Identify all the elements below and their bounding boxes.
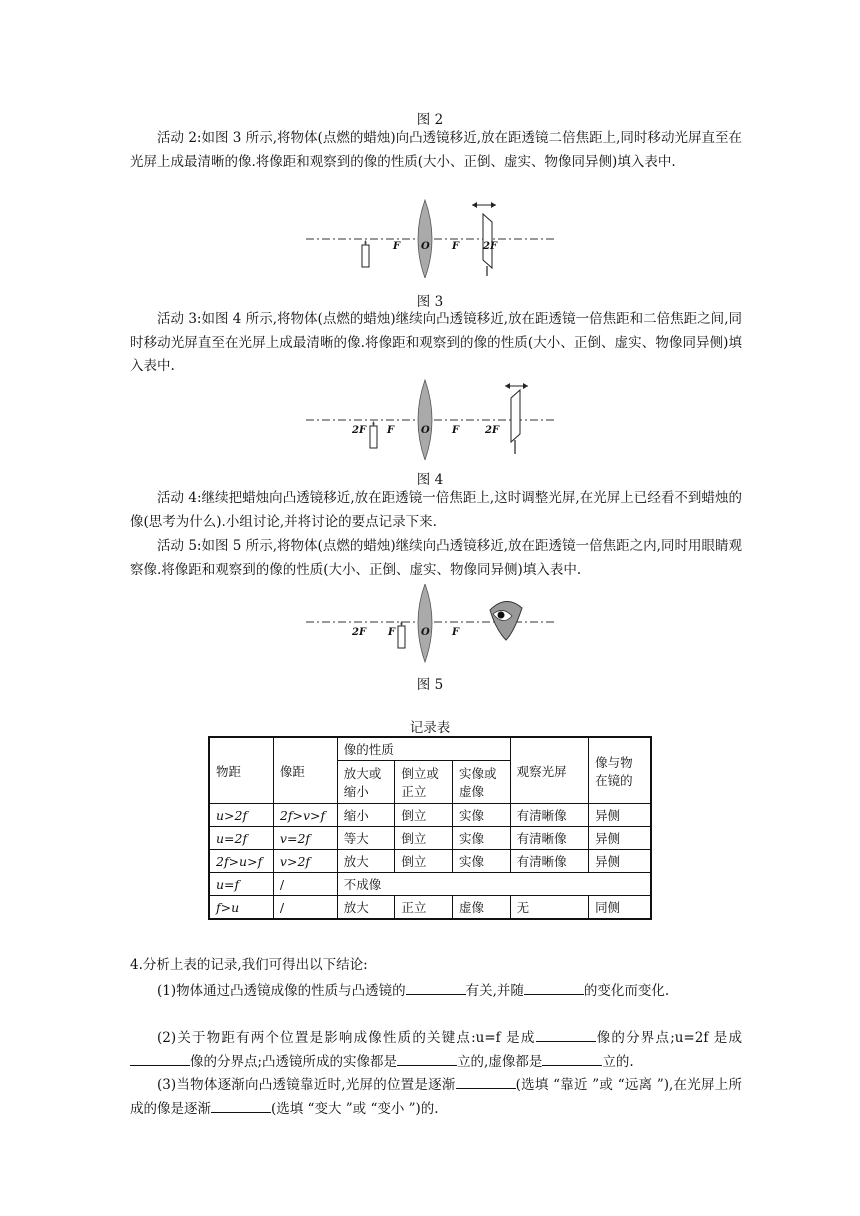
answer-blank[interactable]	[542, 1053, 602, 1066]
record-table	[208, 736, 652, 920]
candle	[370, 426, 377, 448]
table-row: u=2f v=2f 等大 倒立 实像 有清晰像 异侧	[209, 827, 651, 850]
activity-3-text: 活动 3:如图 4 所示,将物体(点燃的蜡烛)继续向凸透镜移近,放在距透镜一倍焦距和二倍焦距之间,同时移动光屏直至在光屏上成最清晰的像.将像距和观察到的像的性质(大小、正倒、虚实、物像同异侧)填入表中.	[130, 311, 742, 374]
table-row: u>2f 2f>v>f 缩小 倒立 实像 有清晰像 异侧	[209, 804, 651, 827]
activity-2-text: 活动 2:如图 3 所示,将物体(点燃的蜡烛)向凸透镜移近,放在距透镜二倍焦距上,同时移动光屏直至在光屏上成最清晰的像.将像距和观察到的像的性质(大小、正倒、虚实、物像同异侧)填入表中.	[130, 130, 742, 170]
label-F-right: F	[452, 425, 460, 436]
label-O: O	[421, 627, 430, 638]
label-O: O	[421, 241, 430, 252]
label-2F-right: 2F	[483, 241, 498, 252]
convex-lens	[418, 380, 432, 460]
figure-5-diagram	[300, 584, 560, 664]
table-title: 记录表	[409, 720, 451, 736]
header-orientation: 倒立或正立	[395, 761, 453, 804]
label-F-left: F	[387, 425, 395, 436]
header-object-distance: 物距	[209, 737, 273, 804]
figure-3-caption: 图 3	[416, 294, 444, 310]
label-2F-left: 2F	[352, 627, 367, 638]
question-4-part-2: (2)关于物距有两个位置是影响成像性质的关键点:u=f 是成 像的分界点;u=2f 是成像的分界点;凸透镜所成的实像都是 立的,虚像都是 立的.	[130, 1027, 742, 1074]
figure-5-caption: 图 5	[416, 677, 444, 693]
question-4-part-1: (1)物体通过凸透镜成像的性质与凸透镜的 有关,并随 的变化而变化.	[157, 983, 670, 999]
candle	[398, 626, 405, 648]
header-screen: 观察光屏	[510, 737, 589, 804]
table-row: 2f>u>f v>2f 放大 倒立 实像 有清晰像 异侧	[209, 850, 651, 873]
answer-blank[interactable]	[397, 1053, 457, 1066]
candle	[362, 245, 369, 267]
question-4-intro: 4.分析上表的记录,我们可得出以下结论:	[130, 957, 368, 973]
answer-blank[interactable]	[536, 1029, 596, 1042]
answer-blank[interactable]	[524, 982, 584, 995]
header-properties: 像的性质	[337, 737, 510, 761]
header-size: 放大或缩小	[337, 761, 395, 804]
figure-4-diagram	[300, 378, 560, 460]
answer-blank[interactable]	[406, 982, 466, 995]
flame	[365, 240, 367, 245]
figure-4-caption: 图 4	[416, 472, 444, 488]
flame	[373, 421, 375, 426]
label-F-left: F	[393, 241, 401, 252]
table-row: u=f / 不成像	[209, 873, 651, 896]
label-2F-left: 2F	[352, 425, 367, 436]
header-real-virtual: 实像或虚像	[452, 761, 510, 804]
label-O: O	[421, 425, 430, 436]
figure-3-diagram	[300, 196, 560, 278]
answer-blank[interactable]	[456, 1076, 516, 1089]
label-2F-right: 2F	[485, 425, 500, 436]
eye-icon	[490, 601, 522, 640]
label-F-left: F	[388, 627, 396, 638]
label-F-right: F	[452, 627, 460, 638]
header-side: 像与物在镜的	[589, 737, 651, 804]
header-image-distance: 像距	[273, 737, 337, 804]
answer-blank[interactable]	[211, 1100, 271, 1113]
activity-4-text: 活动 4:继续把蜡烛向凸透镜移近,放在距透镜一倍焦距上,这时调整光屏,在光屏上已经看不到蜡烛的像(思考为什么).小组讨论,并将讨论的要点记录下来.	[130, 490, 742, 530]
label-F-right: F	[452, 241, 460, 252]
activity-5-text: 活动 5:如图 5 所示,将物体(点燃的蜡烛)继续向凸透镜移近,放在距透镜一倍焦距之内,同时用眼睛观察像.将像距和观察到的像的性质(大小、正倒、虚实、物像同异侧)填入表中.	[130, 538, 742, 578]
convex-lens	[418, 200, 432, 278]
convex-lens	[418, 584, 432, 662]
light-screen	[511, 390, 520, 442]
figure-2-caption: 图 2	[416, 112, 444, 128]
answer-blank[interactable]	[130, 1053, 190, 1066]
table-row: f>u / 放大 正立 虚像 无 同侧	[209, 896, 651, 920]
question-4-part-3: (3)当物体逐渐向凸透镜靠近时,光屏的位置是逐渐 (选填 “靠近 ”或 “远离 ”),在光屏上所成的像是逐渐 (选填 “变大 ”或 “变小 ”)的.	[130, 1077, 742, 1117]
